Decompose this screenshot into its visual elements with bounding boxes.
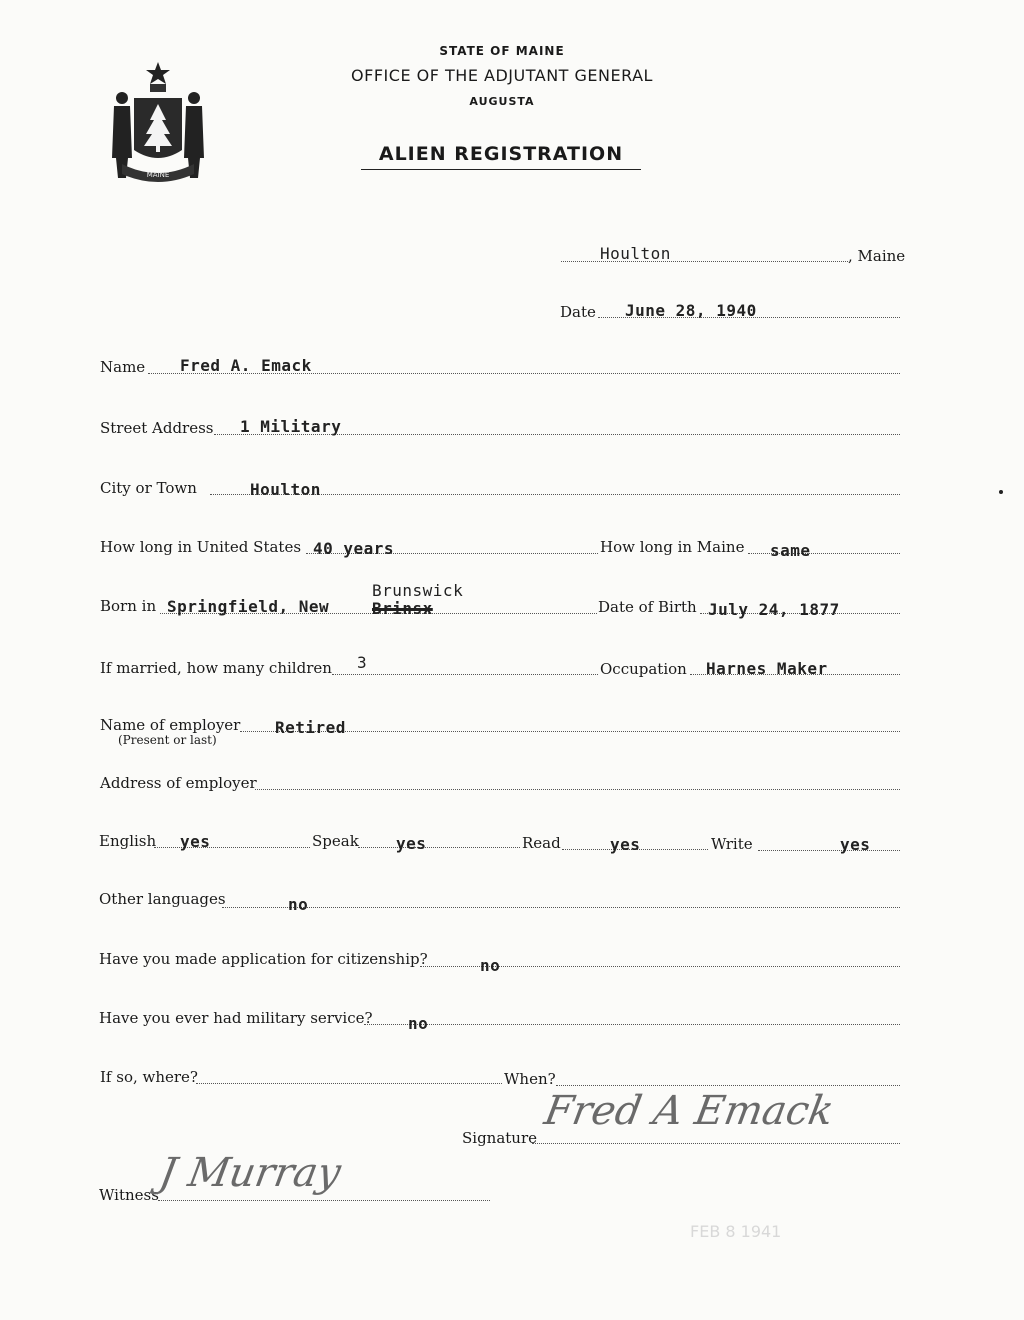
name-value: Fred A. Emack	[180, 356, 312, 375]
faint-stamp: FEB 8 1941	[690, 1222, 782, 1241]
other-languages-value: no	[288, 895, 309, 914]
born-label: Born in	[100, 597, 157, 615]
location-town: Houlton	[600, 244, 671, 263]
street-label: Street Address	[100, 419, 214, 437]
witness-line	[158, 1200, 490, 1201]
city-label: City or Town	[100, 479, 197, 497]
witness-label: Witness	[99, 1186, 159, 1204]
years-maine-label: How long in Maine	[600, 538, 745, 556]
location-suffix: , Maine	[848, 247, 906, 265]
children-label: If married, how many children	[100, 659, 332, 677]
signature-line	[532, 1143, 900, 1144]
read-value: yes	[610, 835, 641, 854]
where-line	[196, 1083, 502, 1084]
read-label: Read	[522, 834, 561, 852]
signature-label: Signature	[462, 1129, 538, 1147]
header-city: AUGUSTA	[469, 95, 535, 108]
military-value: no	[408, 1014, 429, 1033]
speak-value: yes	[396, 834, 427, 853]
employer-address-line	[255, 789, 900, 790]
header-office: OFFICE OF THE ADJUTANT GENERAL	[351, 66, 653, 85]
other-languages-line	[222, 907, 900, 908]
born-value: Springfield, New	[167, 597, 330, 616]
years-us-label: How long in United States	[100, 538, 302, 556]
citizenship-label: Have you made application for citizenship?	[99, 950, 428, 968]
employer-sublabel: (Present or last)	[118, 733, 217, 747]
name-label: Name	[100, 358, 146, 376]
born-value-struck: Brinsx	[372, 599, 433, 618]
occupation-label: Occupation	[600, 660, 687, 678]
children-line	[332, 674, 598, 675]
employer-value: Retired	[275, 718, 346, 737]
military-line	[364, 1024, 900, 1025]
seal-banner-text: MAINE	[146, 171, 170, 179]
form-title: ALIEN REGISTRATION	[361, 143, 641, 170]
years-maine-value: same	[770, 541, 811, 560]
witness-value: J Murray	[155, 1150, 345, 1196]
dob-value: July 24, 1877	[708, 600, 840, 619]
when-line	[556, 1085, 900, 1086]
english-value: yes	[180, 832, 211, 851]
military-label: Have you ever had military service?	[99, 1009, 373, 1027]
where-label: If so, where?	[100, 1068, 198, 1086]
ink-speck	[999, 490, 1003, 494]
date-value: June 28, 1940	[625, 301, 757, 320]
english-label: English	[99, 832, 157, 850]
write-value: yes	[840, 835, 871, 854]
header-state: STATE OF MAINE	[439, 44, 565, 58]
children-value: 3	[357, 653, 368, 672]
write-line	[758, 850, 900, 851]
when-label: When?	[504, 1070, 556, 1088]
speak-label: Speak	[312, 832, 359, 850]
other-languages-label: Other languages	[99, 890, 226, 908]
dob-label: Date of Birth	[598, 598, 697, 616]
english-line	[154, 847, 310, 848]
street-value: 1 Military	[240, 417, 342, 436]
city-value: Houlton	[250, 480, 321, 499]
born-value-correction: Brunswick	[372, 581, 464, 600]
signature-value: Fred A Emack	[540, 1088, 838, 1134]
employer-address-label: Address of employer	[100, 774, 257, 792]
date-label: Date	[560, 303, 596, 321]
years-us-value: 40 years	[313, 539, 395, 558]
occupation-value: Harnes Maker	[706, 659, 828, 678]
citizenship-value: no	[480, 956, 501, 975]
write-label: Write	[711, 835, 753, 853]
employer-label: Name of employer	[100, 716, 241, 734]
speak-line	[358, 847, 520, 848]
